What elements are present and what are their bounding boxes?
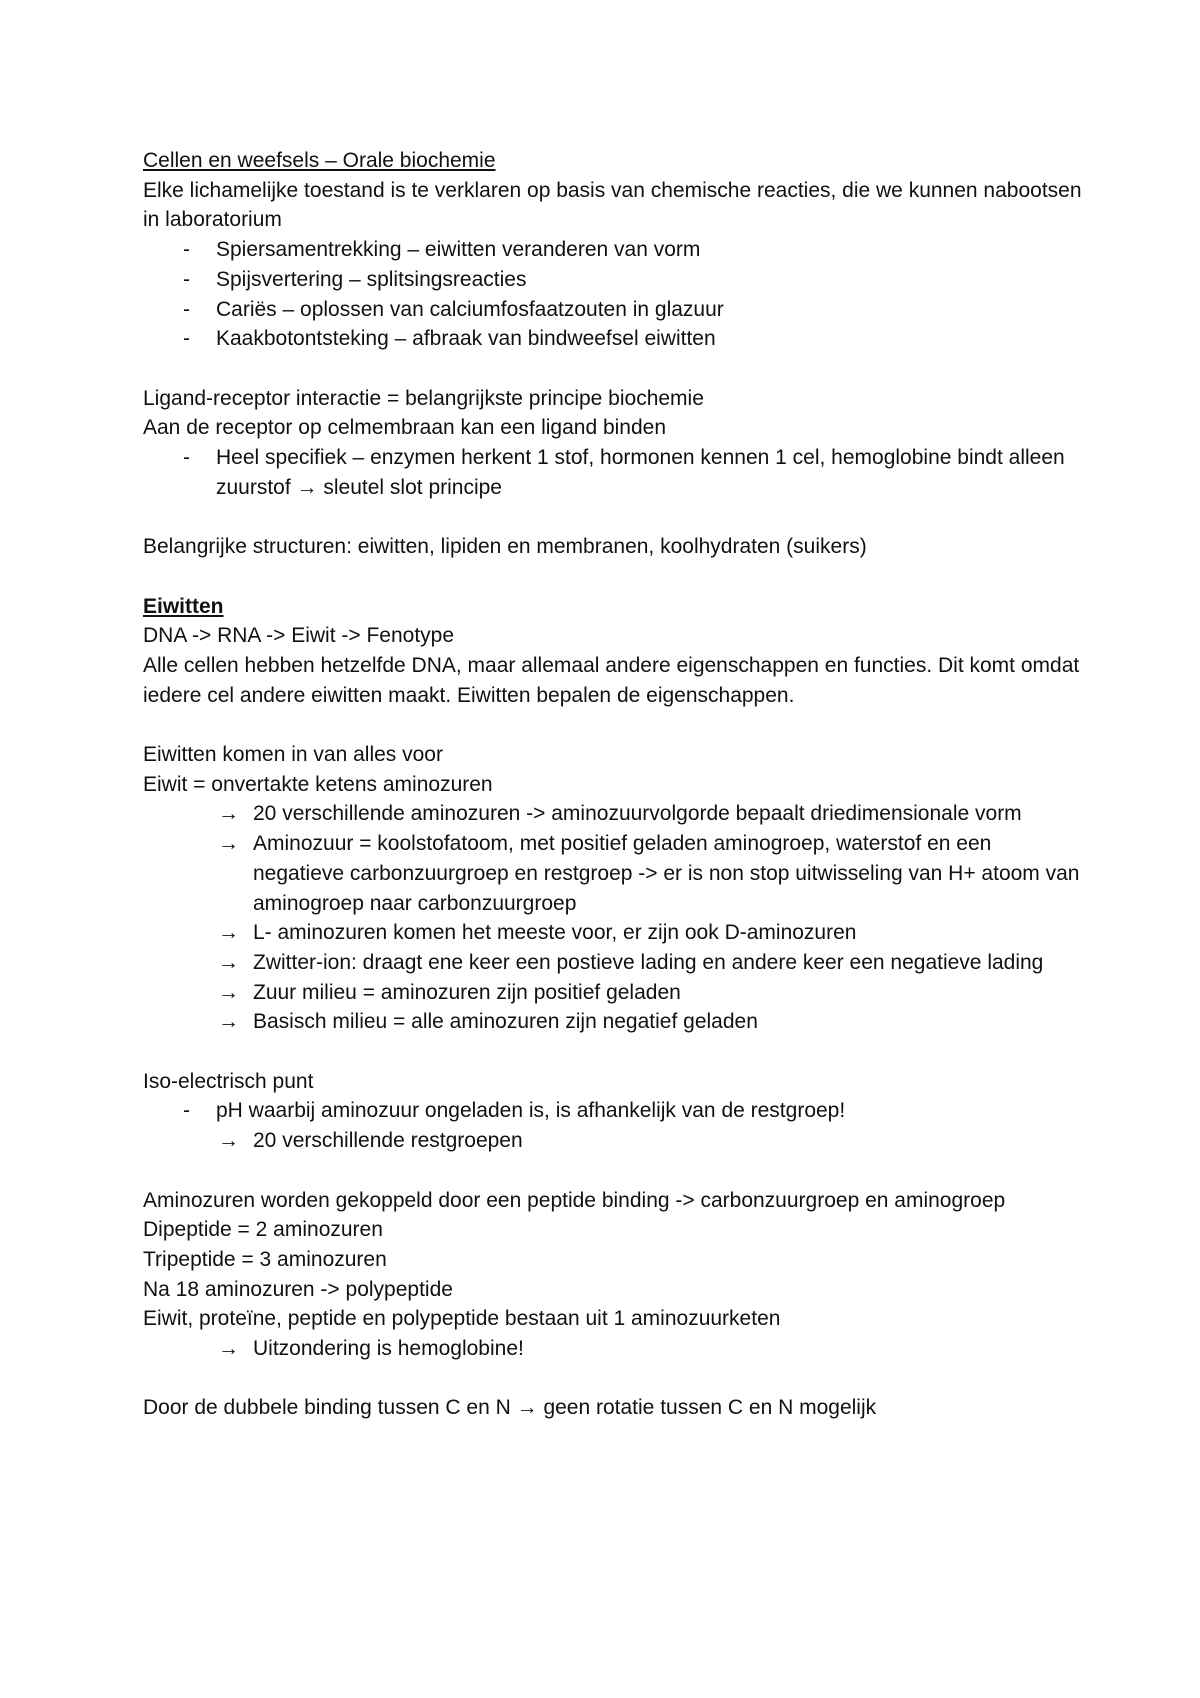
document-page [143, 146, 1083, 1423]
list-item-text: Spijsvertering – splitsingsreacties [216, 267, 527, 291]
arrow-list-item [143, 1126, 1083, 1156]
page-title: Cellen en weefsels – Orale biochemie [143, 149, 496, 172]
iso-heading: Iso-electrisch punt [143, 1069, 314, 1093]
dipeptide-line: Dipeptide = 2 aminozuren [143, 1218, 383, 1242]
dash-bullet: - [183, 446, 190, 470]
arrow-icon: → [218, 921, 239, 945]
arrow-list-item [143, 978, 1083, 1008]
spacer [143, 354, 1083, 384]
arrow-list-item [143, 829, 1083, 918]
list-item-text: 20 verschillende aminozuren -> aminozuurvolgorde bepaalt driedimensionale vorm [253, 802, 1022, 826]
list-item-text: Zuur milieu = aminozuren zijn positief geladen [253, 980, 681, 1004]
list-item [143, 265, 1083, 295]
arrow-list-item [143, 799, 1083, 829]
structures-line: Belangrijke structuren: eiwitten, lipiden en membranen, koolhydraten (suikers) [143, 535, 867, 559]
list-item-text: Zwitter-ion: draagt ene keer een postieve lading en andere keer een negatieve lading [253, 950, 1044, 974]
double-bond-text: Door de dubbele binding tussen C en N [143, 1396, 511, 1420]
arrow-icon: → [218, 1337, 239, 1361]
list-item-text: Spiersamentrekking – eiwitten veranderen van vorm [216, 238, 701, 262]
list-item-text: sleutel slot principe [323, 475, 502, 499]
list-item-text: 20 verschillende restgroepen [253, 1129, 523, 1153]
eiwit-line: Eiwitten komen in van alles voor [143, 743, 443, 766]
arrow-list-item [143, 948, 1083, 978]
intro-paragraph: Elke lichamelijke toestand is te verklaren op basis van chemische reacties, die we kunnen nabootsen in laboratorium [143, 178, 1082, 232]
spacer [143, 562, 1083, 592]
ligand-line: Ligand-receptor interactie = belangrijkste principe biochemie [143, 386, 704, 410]
arrow-icon: → [218, 832, 239, 856]
list-item-text: Cariës – oplossen van calciumfosfaatzouten in glazuur [216, 297, 724, 321]
list-item [143, 235, 1083, 265]
list-item [143, 443, 1083, 502]
arrow-icon: → [218, 802, 239, 826]
arrow-list-item [143, 1334, 1083, 1364]
arrow-list-item [143, 918, 1083, 948]
list-item-text: Heel specifiek – enzymen herkent 1 stof, hormonen kennen 1 cel, hemoglobine bindt alleen zuurstof [216, 446, 1065, 499]
spacer [143, 1037, 1083, 1067]
spacer [143, 1364, 1083, 1394]
double-bond-line [143, 1393, 1083, 1423]
peptide-paragraph: Aminozuren worden gekoppeld door een peptide binding -> carbonzuurgroep en aminogroep [143, 1188, 1006, 1212]
section-heading-eiwitten: Eiwitten [143, 594, 224, 618]
polypeptide-line: Na 18 aminozuren -> polypeptide [143, 1277, 453, 1301]
list-item-text: Basisch milieu = alle aminozuren zijn negatief geladen [253, 1010, 758, 1034]
list-item [143, 324, 1083, 354]
dash-bullet: - [183, 267, 190, 291]
dash-bullet: - [183, 1099, 190, 1123]
list-item-text: Kaakbotontsteking – afbraak van bindweefsel eiwitten [216, 327, 716, 351]
double-bond-text: geen rotatie tussen C en N mogelijk [543, 1396, 877, 1420]
cells-paragraph: Alle cellen hebben hetzelfde DNA, maar allemaal andere eigenschappen en functies. Dit komt omdat iedere cel andere eiwitten maakt. Eiwitten bepalen de eigenschappen. [143, 653, 1080, 707]
dash-bullet: - [183, 297, 190, 321]
arrow-icon: → [218, 1129, 239, 1153]
arrow-icon: → [218, 950, 239, 974]
list-item [143, 1096, 1083, 1126]
arrow-icon: → [516, 1396, 538, 1420]
dna-line: DNA -> RNA -> Eiwit -> Fenotype [143, 624, 455, 648]
dash-bullet: - [183, 238, 190, 262]
arrow-icon: → [296, 475, 318, 499]
eiwit-definition: Eiwit = onvertakte ketens aminozuren [143, 772, 493, 796]
dash-bullet: - [183, 327, 190, 351]
protein-line: Eiwit, proteïne, peptide en polypeptide bestaan uit 1 aminozuurketen [143, 1307, 781, 1331]
list-item-text: pH waarbij aminozuur ongeladen is, is afhankelijk van de restgroep! [216, 1099, 846, 1123]
list-item [143, 295, 1083, 325]
list-item-text: Aminozuur = koolstofatoom, met positief geladen aminogroep, waterstof en een negatieve carbonzuurgroep en restgroep -> er is non stop uitwisseling van H+ atoom van aminogroep naar carbonzuurgroep [253, 832, 1080, 915]
arrow-icon: → [218, 1010, 239, 1034]
list-item-text: L- aminozuren komen het meeste voor, er zijn ook D-aminozuren [253, 921, 857, 945]
spacer [143, 710, 1083, 740]
tripeptide-line: Tripeptide = 3 aminozuren [143, 1247, 387, 1271]
receptor-line: Aan de receptor op celmembraan kan een ligand binden [143, 416, 667, 440]
spacer [143, 502, 1083, 532]
spacer [143, 1156, 1083, 1186]
arrow-icon: → [218, 980, 239, 1004]
list-item-text: Uitzondering is hemoglobine! [253, 1337, 524, 1361]
arrow-list-item [143, 1007, 1083, 1037]
